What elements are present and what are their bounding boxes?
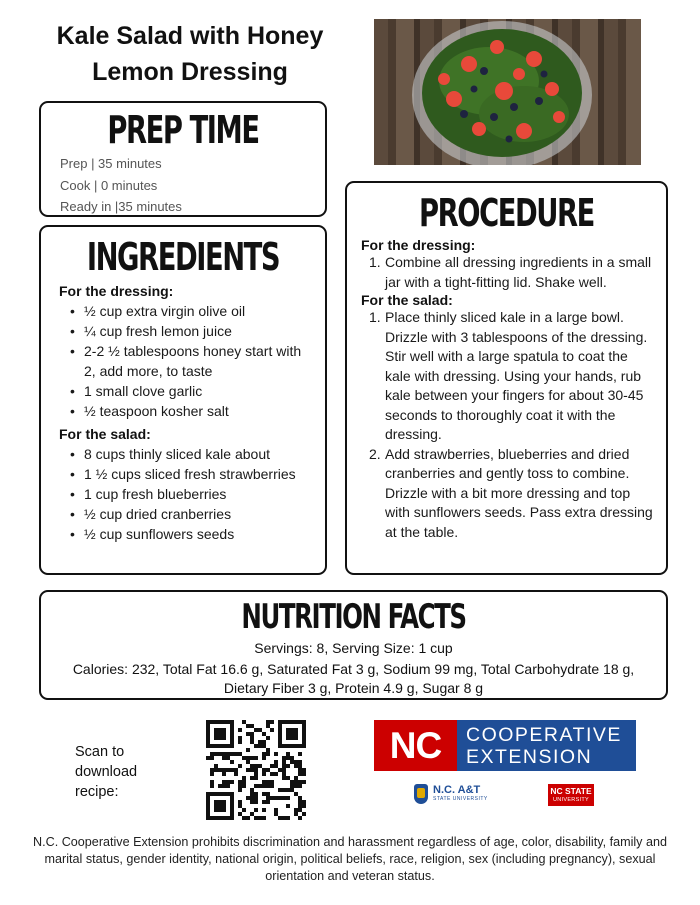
list-item: • ½ cup sunflowers seeds [59,524,314,544]
servings-line: Servings: 8, Serving Size: 1 cup [254,640,453,656]
title-line-1: Kale Salad with Honey [56,22,324,50]
list-item: • 8 cups thinly sliced kale about [59,444,314,464]
salad-steps [361,308,657,542]
ingredients-heading: INGREDIENTS [86,235,280,279]
list-item: • 1 ½ cups sliced fresh strawberries [59,464,314,484]
salad-bowl-illustration [374,19,641,165]
procedure-heading: PROCEDURE [419,191,594,235]
list-item: • ½ teaspoon kosher salt [59,401,314,421]
dressing-steps [361,253,657,292]
qr-code-graphic [206,720,306,820]
scan-line: recipe: [75,784,119,800]
a-and-t-sub: STATE UNIVERSITY [433,796,488,802]
procedure-box [345,181,668,575]
list-item: • ½ cup dried cranberries [59,504,314,524]
ingredients-box [39,225,327,575]
prep-time-box [39,101,327,217]
dressing-label: For the dressing: [59,283,174,299]
nutrition-heading: NUTRITION FACTS [241,597,466,637]
ingredients-content [59,283,314,544]
scan-line: Scan to [75,744,125,760]
step-text: Place thinly sliced kale in a large bowl. Drizzle with 3 tablespoons of the dressing. Stir well with a large spatula to coat the kale with dressing. Using your hands, rub kale between your fingers for about 30-45 seconds to thoroughly coat it with the dressing. [385,309,648,442]
prep-time-heading: PREP TIME [107,108,259,152]
list-item: • 2-2 ½ tablespoons honey start with 2, add more, to taste [59,341,314,381]
scan-instructions [75,742,175,802]
salad-photo [374,19,641,165]
nc-state-main: NC STATE [550,786,592,796]
scan-line: download [75,764,138,780]
salad-ingredient-list [59,444,314,544]
step-text: Add strawberries, blueberries and dried cranberries and gently toss to combine. Drizzle with a bit more dressing and top with sunflowers seeds. Pass extra dressing at the table. [385,445,653,540]
procedure-content [361,237,657,542]
nc-cooperative-extension-logo [374,720,636,771]
prep-time-lines [60,153,182,218]
step-item [361,253,657,292]
a-and-t-emblem-icon [414,784,428,804]
nutrition-facts-box [39,590,668,700]
nc-state-logo [548,784,594,806]
a-and-t-wordmark [433,785,488,803]
qr-code-icon[interactable] [206,720,306,820]
salad-label: For the salad: [361,292,453,308]
title-line-2: Lemon Dressing [92,58,288,86]
nc-a-and-t-logo [414,784,488,804]
a-and-t-main: N.C. A&T [433,784,481,796]
cook-line: Cook | 0 minutes [60,177,158,193]
recipe-title [30,18,350,90]
step-item [361,308,657,445]
coop-line-1: COOPERATIVE [466,723,622,746]
prep-line: Prep | 35 minutes [60,156,162,171]
nondiscrimination-statement: N.C. Cooperative Extension prohibits discrimination and harassment regardless of age, color, disability, family and marital status, gender identity, national origin, political beliefs, race, religion, sex (including pregnancy), sexual orientation and veteran status. [33,835,667,883]
ready-line: Ready in |35 minutes [60,199,182,214]
cooperative-extension-wordmark [457,720,636,771]
step-number: 1. [369,309,381,325]
list-item: • ¼ cup fresh lemon juice [59,321,314,341]
list-item: • ½ cup extra virgin olive oil [59,301,314,321]
step-item [361,445,657,543]
step-number: 1. [369,254,381,270]
dressing-label: For the dressing: [361,237,476,253]
coop-line-2: EXTENSION [466,745,593,768]
nc-mark: NC [374,720,457,771]
dressing-ingredient-list [59,301,314,421]
step-number: 2. [369,445,381,462]
salad-label: For the salad: [59,426,151,442]
list-item: • 1 small clove garlic [59,381,314,401]
step-text: Combine all dressing ingredients in a small jar with a tight-fitting lid. Shake well. [385,254,652,290]
nc-state-sub: UNIVERSITY [552,797,589,803]
list-item: • 1 cup fresh blueberries [59,484,314,504]
nutrition-line-1: Calories: 232, Total Fat 16.6 g, Saturated Fat 3 g, Sodium 99 mg, Total Carbohydrate 18 g, [72,661,635,677]
nutrition-line-2: Dietary Fiber 3 g, Protein 4.9 g, Sugar 8 g [223,680,484,696]
